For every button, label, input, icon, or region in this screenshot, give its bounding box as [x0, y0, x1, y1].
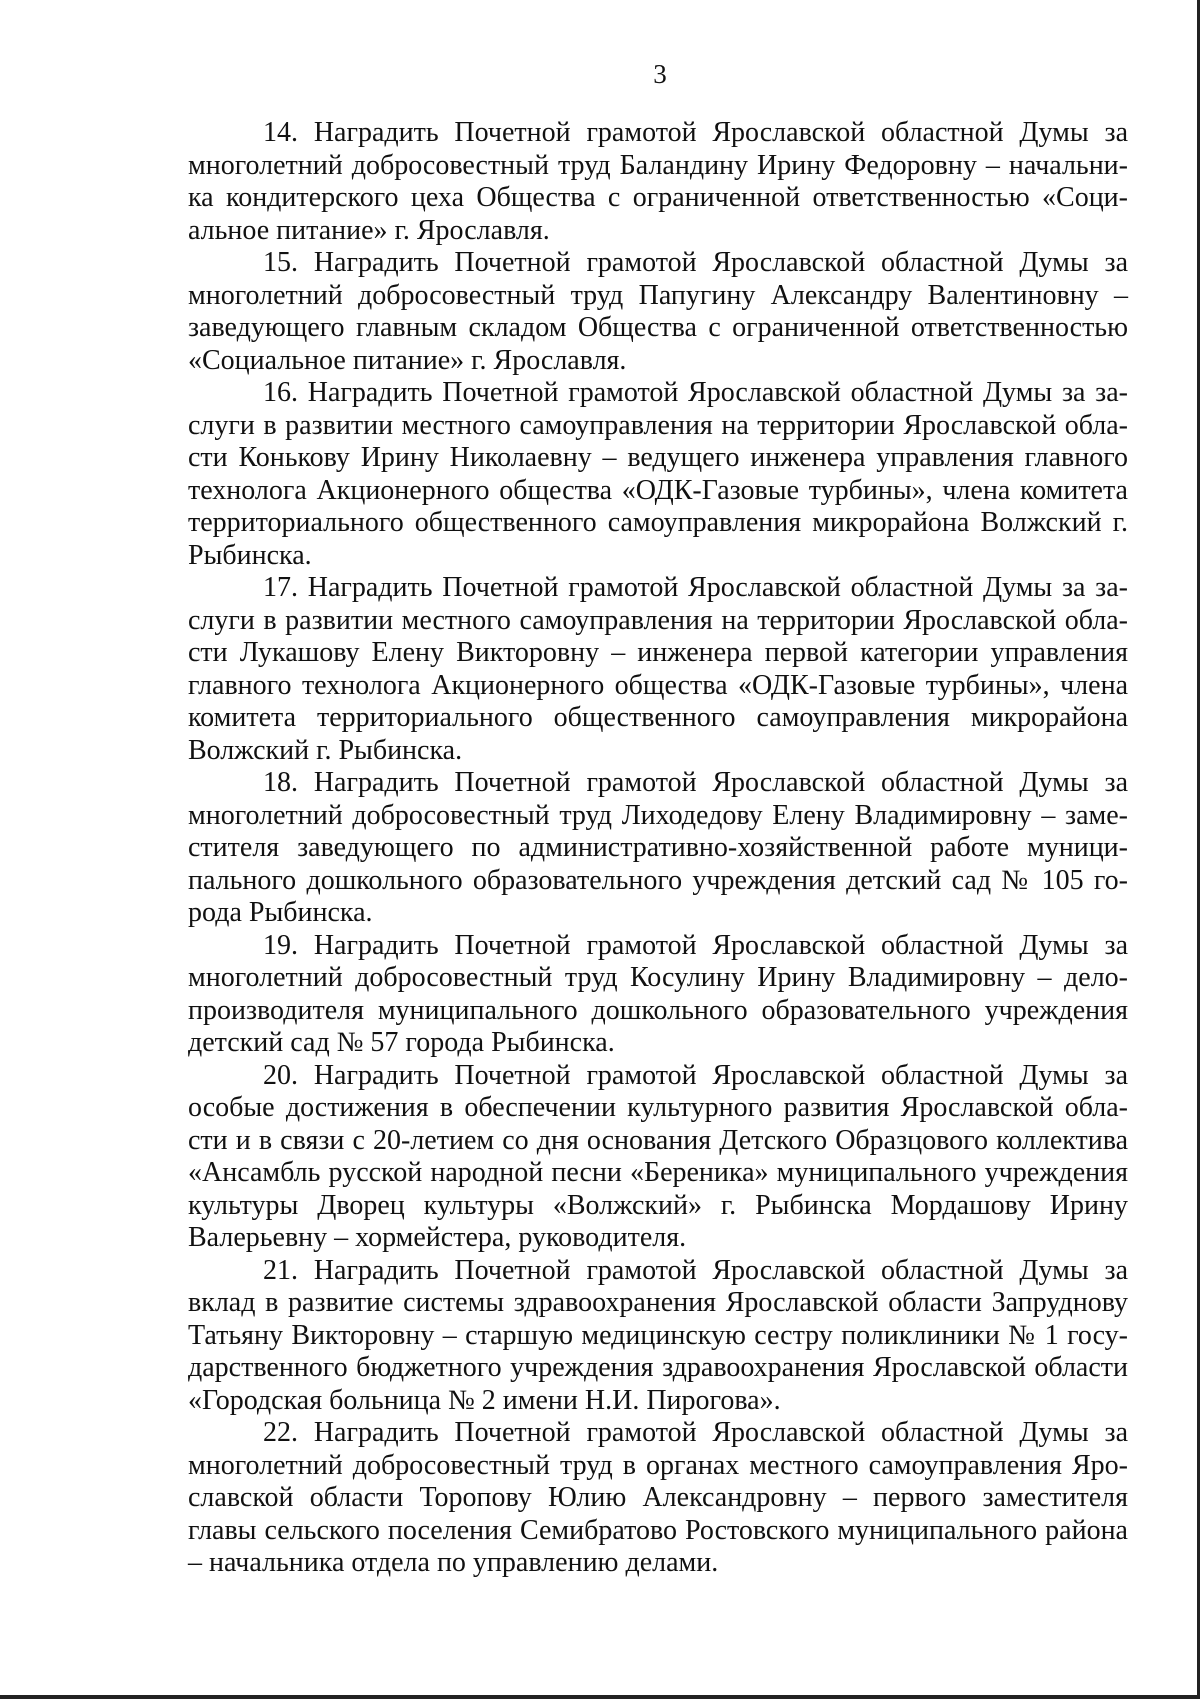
scan-edge-bottom [0, 1695, 1200, 1699]
page-number: 3 [653, 59, 667, 89]
paragraph-item-16: 16. Наградить Почетной грамотой Ярославской областной Думы за заслуги в развитии местного самоуправления на территории Ярославской области Конькову Ирину Николаевну – ведущего инженера управления главного технолога Акционерного общества «ОДК-Газовые турбины», члена комитета территориального общественного самоуправления микрорайона Волжский г. Рыбинска. [188, 377, 1128, 571]
paragraph-item-20: 20. Наградить Почетной грамотой Ярославской областной Думы за особые достижения в обеспечении культурного развития Ярославской области и в связи с 20-летием со дня основания Детского Образцового коллектива «Ансамбль русской народной песни «Береника» муниципального учреждения культуры Дворец культуры «Волжский» г. Рыбинска Мордашову Ирину Валерьевну – хормейстера, руководителя. [188, 1059, 1128, 1253]
paragraph-item-21: 21. Наградить Почетной грамотой Ярославской областной Думы за вклад в развитие системы здравоохранения Ярославской области Запруднову Татьяну Викторовну – старшую медицинскую сестру поликлиники № 1 государственного бюджетного учреждения здравоохранения Ярославской области «Городская больница № 2 имени Н.И. Пирогова». [188, 1254, 1128, 1416]
paragraph-item-17: 17. Наградить Почетной грамотой Ярославской областной Думы за заслуги в развитии местного самоуправления на территории Ярославской области Лукашову Елену Викторовну – инженера первой категории управления главного технолога Акционерного общества «ОДК-Газовые турбины», члена комитета территориального общественного самоуправления микрорайона Волжский г. Рыбинска. [188, 572, 1128, 766]
paragraph-item-19: 19. Наградить Почетной грамотой Ярославской областной Думы за многолетний добросовестный труд Косулину Ирину Владимировну – делопроизводителя муниципального дошкольного образовательного учреждения детский сад № 57 города Рыбинска. [188, 929, 1128, 1058]
document-body [188, 117, 1128, 1580]
paragraph-item-22: 22. Наградить Почетной грамотой Ярославской областной Думы за многолетний добросовестный труд в органах местного самоуправления Ярославской области Торопову Юлию Александровну – первого заместителя главы сельского поселения Семибратово Ростовского муниципального района – начальника отдела по управлению делами. [188, 1417, 1128, 1578]
paragraph-item-14: 14. Наградить Почетной грамотой Ярославской областной Думы за многолетний добросовестный труд Баландину Ирину Федоровну – начальника кондитерского цеха Общества с ограниченной ответственностью «Социальное питание» г. Ярославля. [188, 117, 1128, 246]
paragraph-item-15: 15. Наградить Почетной грамотой Ярославской областной Думы за многолетний добросовестный труд Папугину Александру Валентиновну – заведующего главным складом Общества с ограниченной ответственностью «Социальное питание» г. Ярославля. [188, 247, 1128, 376]
paragraph-item-18: 18. Наградить Почетной грамотой Ярославской областной Думы за многолетний добросовестный труд Лиходедову Елену Владимировну – заместителя заведующего по административно-хозяйственной работе муниципального дошкольного образовательного учреждения детский сад № 105 города Рыбинска. [188, 767, 1128, 928]
